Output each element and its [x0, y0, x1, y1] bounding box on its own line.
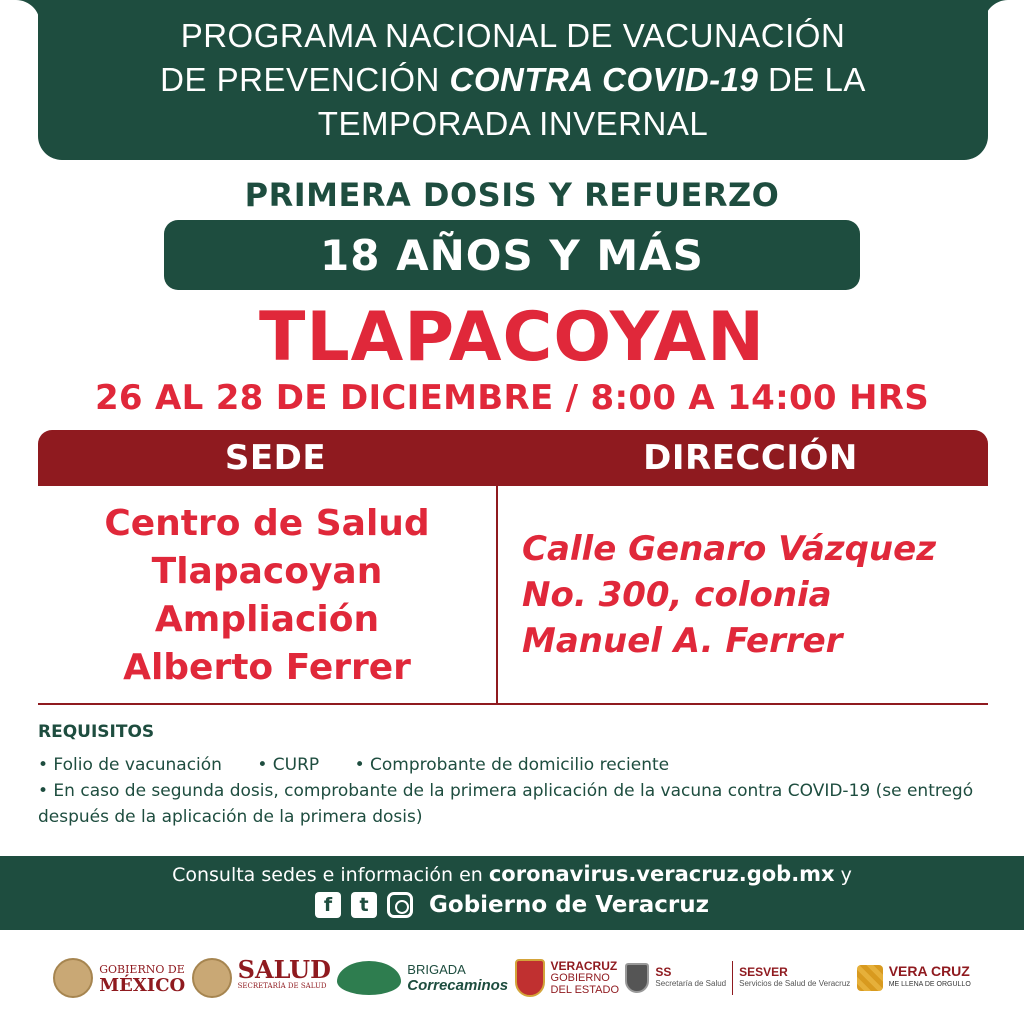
- veracruz-shield-icon: [515, 959, 545, 997]
- veracruz-sub-2: DEL ESTADO: [550, 984, 620, 996]
- table-vertical-divider: [496, 486, 498, 704]
- city-title: TLAPACOYAN: [258, 298, 766, 377]
- sede-line: Centro de Salud: [104, 503, 430, 544]
- column-header-sede: SEDE: [224, 438, 327, 478]
- facebook-icon[interactable]: f: [315, 892, 341, 918]
- sede-line: Ampliación: [154, 599, 380, 640]
- requisito-item: • Comprobante de domicilio reciente: [354, 755, 670, 775]
- ss-label: SS: [655, 965, 672, 979]
- header-line-3: TEMPORADA INVERNAL: [317, 105, 709, 142]
- sesver-sub: Servicios de Salud de Veracruz: [739, 979, 851, 988]
- instagram-icon[interactable]: [387, 892, 413, 918]
- corner-decoration-right: [984, 0, 1024, 40]
- logo-veracruz-gobierno: [515, 959, 619, 997]
- consult-line: [0, 862, 1024, 886]
- direccion-cell: [522, 526, 982, 664]
- direccion-line: Manuel A. Ferrer: [522, 621, 843, 661]
- mexico-seal-icon: [53, 958, 93, 998]
- header-line-2-strong: CONTRA COVID-19: [449, 61, 759, 98]
- gob-mexico-bottom: MÉXICO: [99, 975, 186, 996]
- twitter-icon[interactable]: t: [351, 892, 377, 918]
- social-row: [0, 892, 1024, 918]
- logo-vera-cruz: [857, 964, 971, 992]
- requisitos-row-1: [38, 752, 699, 778]
- salud-sub: SECRETARÍA DE SALUD: [237, 982, 327, 990]
- gov-social-name: Gobierno de Veracruz: [429, 892, 709, 918]
- brigada-label: BRIGADA: [407, 962, 466, 977]
- requisito-item: • En caso de segunda dosis, comprobante de la primera aplicación de la vacuna contra COVID-19 (se entregó después de la aplicación de la primera dosis): [38, 781, 974, 827]
- sesver-label: SESVER: [739, 965, 788, 979]
- gob-mexico-top: GOBIERNO DE: [99, 963, 185, 976]
- sede-cell: [38, 500, 496, 692]
- logo-brigada-correcaminos: [337, 961, 508, 995]
- requisito-item: • CURP: [257, 755, 320, 775]
- age-group-badge: 18 AÑOS Y MÁS: [164, 220, 860, 290]
- header-line-2-post: DE LA: [758, 61, 866, 98]
- requisito-item: • Folio de vacunación: [38, 755, 222, 775]
- logo-separator: [732, 961, 733, 995]
- consult-text-post: y: [834, 864, 852, 886]
- salud-seal-icon: [192, 958, 232, 998]
- vera-label: VERA CRUZ: [888, 963, 970, 979]
- header-line-1: PROGRAMA NACIONAL DE VACUNACIÓN: [180, 17, 846, 54]
- table-header: [38, 430, 988, 486]
- logos-row: [0, 950, 1024, 1006]
- consult-text-pre: Consulta sedes e información en: [172, 864, 489, 886]
- direccion-line: Calle Genaro Vázquez: [522, 529, 936, 569]
- sede-line: Alberto Ferrer: [123, 647, 411, 688]
- salud-label: SALUD: [237, 955, 331, 984]
- veracruz-label: VERACRUZ: [550, 959, 618, 973]
- correcaminos-label: Correcaminos: [407, 977, 509, 994]
- header-line-2: [160, 58, 866, 102]
- column-header-direccion: DIRECCIÓN: [643, 438, 858, 478]
- requisitos-title: REQUISITOS: [38, 722, 155, 742]
- roadrunner-icon: [337, 961, 401, 995]
- corner-decoration-left: [0, 0, 40, 40]
- logo-gobierno-mexico: [53, 958, 185, 998]
- dose-subtitle: PRIMERA DOSIS Y REFUERZO: [244, 176, 780, 214]
- ss-shield-icon: [625, 963, 649, 993]
- logo-salud: [192, 955, 331, 998]
- table-bottom-divider: [38, 703, 988, 705]
- header-line-2-pre: DE PREVENCIÓN: [160, 61, 450, 98]
- program-header: [38, 0, 988, 160]
- logo-ss-sesver: [625, 961, 850, 995]
- ss-sub: Secretaría de Salud: [655, 979, 727, 988]
- sede-line: Tlapacoyan: [151, 551, 383, 592]
- footer-band: [0, 856, 1024, 930]
- vera-sub: ME LLENA DE ORGULLO: [888, 981, 971, 988]
- veracruz-sub-1: GOBIERNO: [550, 972, 610, 984]
- vera-cruz-mark-icon: [857, 965, 883, 991]
- direccion-line: No. 300, colonia: [522, 575, 832, 615]
- website-link[interactable]: coronavirus.veracruz.gob.mx: [488, 862, 835, 886]
- dates-schedule: 26 AL 28 DE DICIEMBRE / 8:00 A 14:00 HRS: [94, 378, 930, 418]
